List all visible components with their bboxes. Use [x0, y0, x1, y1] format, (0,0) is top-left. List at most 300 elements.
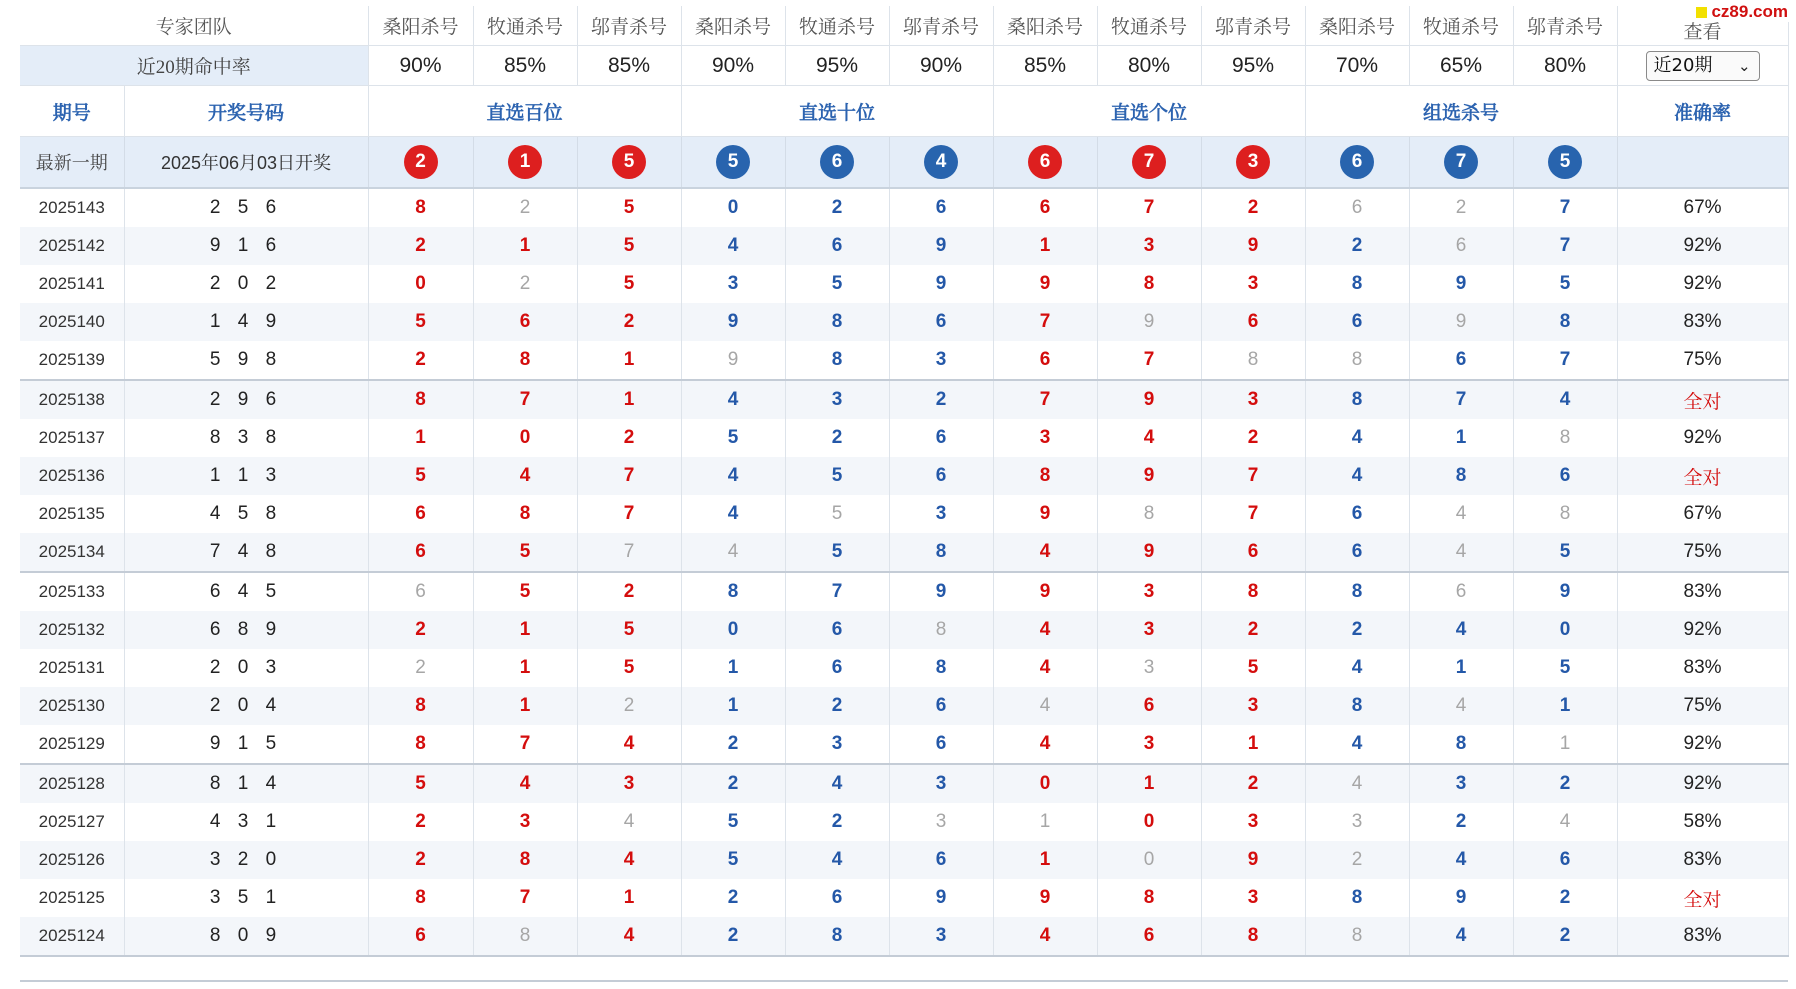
hit-rate: 65%	[1409, 46, 1513, 86]
kill-number: 6	[785, 879, 889, 917]
kill-number: 7	[577, 533, 681, 572]
kill-number: 4	[1305, 764, 1409, 803]
accuracy-value: 83%	[1617, 572, 1788, 611]
draw-numbers: 7 4 8	[124, 533, 368, 572]
kill-number: 4	[577, 917, 681, 956]
kill-number: 1	[473, 611, 577, 649]
kill-number: 2	[577, 687, 681, 725]
kill-number: 4	[681, 533, 785, 572]
kill-number: 8	[473, 341, 577, 380]
kill-number: 2	[473, 188, 577, 227]
kill-number: 0	[681, 611, 785, 649]
expert-name: 邬青杀号	[577, 6, 681, 46]
period-select-cell	[1617, 46, 1788, 86]
kill-number: 7	[1097, 188, 1201, 227]
kill-number: 8	[785, 917, 889, 956]
kill-number: 8	[1305, 572, 1409, 611]
kill-number: 5	[577, 265, 681, 303]
kill-number: 9	[681, 303, 785, 341]
draw-numbers: 3 5 1	[124, 879, 368, 917]
kill-number: 9	[993, 265, 1097, 303]
kill-number: 8	[368, 687, 473, 725]
accuracy-value: 全对	[1617, 879, 1788, 917]
kill-number: 2	[1305, 841, 1409, 879]
kill-number: 4	[993, 687, 1097, 725]
hit-rate: 70%	[1305, 46, 1409, 86]
kill-number: 5	[368, 764, 473, 803]
accuracy-value: 83%	[1617, 303, 1788, 341]
kill-number: 4	[1305, 649, 1409, 687]
draw-numbers: 3 2 0	[124, 841, 368, 879]
kill-number: 8	[889, 649, 993, 687]
draw-numbers: 6 4 5	[124, 572, 368, 611]
kill-number: 6	[1201, 533, 1305, 572]
kill-number: 4	[577, 803, 681, 841]
accuracy-value: 83%	[1617, 917, 1788, 956]
kill-number: 6	[993, 341, 1097, 380]
table-row	[20, 611, 1788, 649]
kill-number: 5	[1513, 265, 1617, 303]
kill-number: 3	[1201, 879, 1305, 917]
kill-number: 2	[368, 841, 473, 879]
kill-number: 6	[785, 611, 889, 649]
draw-numbers: 9 1 5	[124, 725, 368, 764]
expert-name: 牧通杀号	[1097, 6, 1201, 46]
table-row	[20, 380, 1788, 419]
hit-rate: 85%	[577, 46, 681, 86]
kill-number: 8	[473, 917, 577, 956]
issue-number: 2025140	[20, 303, 124, 341]
expert-name: 牧通杀号	[1409, 6, 1513, 46]
kill-number: 6	[1513, 841, 1617, 879]
kill-number: 6	[1305, 495, 1409, 533]
kill-number: 3	[1305, 803, 1409, 841]
kill-number: 9	[1097, 457, 1201, 495]
kill-number: 1	[1409, 649, 1513, 687]
table-row	[20, 917, 1788, 956]
kill-number: 2	[577, 419, 681, 457]
kill-number: 1	[681, 687, 785, 725]
hit-rate: 90%	[681, 46, 785, 86]
issue-number: 2025124	[20, 917, 124, 956]
latest-ball: 6	[820, 145, 854, 179]
kill-number: 3	[1097, 649, 1201, 687]
issue-number: 2025129	[20, 725, 124, 764]
kill-number: 5	[577, 227, 681, 265]
kill-number: 9	[889, 572, 993, 611]
issue-number: 2025138	[20, 380, 124, 419]
kill-number: 6	[368, 495, 473, 533]
kill-number: 2	[681, 917, 785, 956]
kill-number: 9	[1513, 572, 1617, 611]
kill-number: 6	[368, 572, 473, 611]
accuracy-value: 全对	[1617, 457, 1788, 495]
kill-number: 5	[368, 457, 473, 495]
issue-number: 2025139	[20, 341, 124, 380]
kill-number: 3	[993, 419, 1097, 457]
kill-number: 1	[1409, 419, 1513, 457]
draw-numbers: 8 3 8	[124, 419, 368, 457]
latest-ball: 6	[1028, 145, 1062, 179]
issue-header: 期号	[20, 86, 124, 137]
kill-number: 5	[368, 303, 473, 341]
latest-ball: 5	[612, 145, 646, 179]
kill-number: 4	[1409, 611, 1513, 649]
issue-number: 2025130	[20, 687, 124, 725]
draw-numbers: 4 3 1	[124, 803, 368, 841]
kill-number: 7	[785, 572, 889, 611]
kill-number: 2	[1201, 611, 1305, 649]
kill-number: 4	[577, 725, 681, 764]
kill-number: 4	[1409, 841, 1513, 879]
kill-number: 4	[681, 227, 785, 265]
kill-number: 7	[1513, 227, 1617, 265]
kill-number: 6	[889, 419, 993, 457]
kill-number: 6	[785, 227, 889, 265]
kill-number: 4	[1305, 725, 1409, 764]
table-row	[20, 265, 1788, 303]
kill-number: 9	[993, 572, 1097, 611]
expert-team-label: 专家团队	[20, 6, 368, 46]
issue-number: 2025128	[20, 764, 124, 803]
accuracy-value: 92%	[1617, 764, 1788, 803]
draw-numbers: 6 8 9	[124, 611, 368, 649]
table-row	[20, 879, 1788, 917]
kill-number: 6	[889, 188, 993, 227]
kill-number: 2	[1201, 419, 1305, 457]
kill-number: 1	[1513, 725, 1617, 764]
tens-header: 直选十位	[681, 86, 993, 137]
accuracy-value: 83%	[1617, 841, 1788, 879]
kill-number: 8	[785, 341, 889, 380]
hit-rate: 90%	[889, 46, 993, 86]
kill-number: 9	[1201, 227, 1305, 265]
kill-number: 6	[993, 188, 1097, 227]
kill-number: 2	[368, 611, 473, 649]
kill-number: 7	[473, 725, 577, 764]
table-row	[20, 457, 1788, 495]
expert-name: 牧通杀号	[785, 6, 889, 46]
column-header-row	[20, 86, 1788, 137]
kill-number: 9	[1409, 879, 1513, 917]
kill-number: 3	[889, 917, 993, 956]
kill-number: 9	[993, 495, 1097, 533]
accuracy-value: 92%	[1617, 265, 1788, 303]
kill-number: 8	[1305, 687, 1409, 725]
kill-number: 2	[1513, 879, 1617, 917]
kill-number: 8	[1305, 879, 1409, 917]
draw-numbers: 2 9 6	[124, 380, 368, 419]
table-row	[20, 764, 1788, 803]
issue-number: 2025141	[20, 265, 124, 303]
table-row	[20, 227, 1788, 265]
kill-number: 4	[1305, 419, 1409, 457]
kill-number: 7	[473, 879, 577, 917]
kill-number: 4	[993, 917, 1097, 956]
accuracy-value: 92%	[1617, 227, 1788, 265]
kill-number: 2	[1409, 803, 1513, 841]
kill-number: 9	[889, 879, 993, 917]
kill-number: 6	[785, 649, 889, 687]
kill-number: 0	[1097, 803, 1201, 841]
expert-name: 邬青杀号	[1201, 6, 1305, 46]
kill-number: 8	[889, 533, 993, 572]
table-row	[20, 341, 1788, 380]
kill-number: 6	[889, 725, 993, 764]
kill-number: 9	[1201, 841, 1305, 879]
kill-number: 8	[1305, 380, 1409, 419]
latest-ball: 5	[1548, 145, 1582, 179]
expert-name: 桑阳杀号	[993, 6, 1097, 46]
kill-number: 2	[368, 227, 473, 265]
table-row	[20, 803, 1788, 841]
kill-number: 8	[1201, 917, 1305, 956]
hit-rate: 95%	[1201, 46, 1305, 86]
kill-number: 1	[473, 687, 577, 725]
kill-number: 8	[1513, 419, 1617, 457]
draw-numbers: 2 0 3	[124, 649, 368, 687]
hit-rate: 85%	[473, 46, 577, 86]
draw-numbers: 2 0 4	[124, 687, 368, 725]
kill-number: 5	[681, 841, 785, 879]
hit-rate: 80%	[1513, 46, 1617, 86]
expert-name: 桑阳杀号	[1305, 6, 1409, 46]
latest-label: 最新一期	[20, 137, 124, 189]
kill-number: 6	[1097, 917, 1201, 956]
kill-number: 7	[1513, 341, 1617, 380]
issue-number: 2025135	[20, 495, 124, 533]
kill-number: 4	[681, 495, 785, 533]
kill-number: 1	[993, 803, 1097, 841]
kill-number: 2	[681, 764, 785, 803]
expert-name: 牧通杀号	[473, 6, 577, 46]
kill-number: 6	[368, 533, 473, 572]
kill-number: 2	[1201, 764, 1305, 803]
kill-number: 6	[1409, 572, 1513, 611]
kill-number: 9	[1409, 303, 1513, 341]
kill-number: 8	[1409, 725, 1513, 764]
kill-number: 6	[889, 303, 993, 341]
kill-number: 6	[889, 457, 993, 495]
kill-number: 9	[889, 265, 993, 303]
kill-number: 2	[681, 879, 785, 917]
kill-number: 6	[889, 841, 993, 879]
accuracy-value: 75%	[1617, 533, 1788, 572]
expert-name: 桑阳杀号	[681, 6, 785, 46]
issue-number: 2025132	[20, 611, 124, 649]
kill-number: 1	[993, 841, 1097, 879]
hit-rate: 90%	[368, 46, 473, 86]
kill-number: 5	[577, 649, 681, 687]
kill-number: 1	[473, 227, 577, 265]
expert-name: 邬青杀号	[889, 6, 993, 46]
kill-number: 6	[1305, 533, 1409, 572]
table-row	[20, 188, 1788, 227]
draw-header: 开奖号码	[124, 86, 368, 137]
expert-name: 桑阳杀号	[368, 6, 473, 46]
issue-number: 2025134	[20, 533, 124, 572]
draw-numbers: 8 0 9	[124, 917, 368, 956]
kill-number: 1	[577, 341, 681, 380]
kill-number: 4	[577, 841, 681, 879]
kill-number: 3	[889, 764, 993, 803]
kill-number: 7	[993, 380, 1097, 419]
accuracy-value: 75%	[1617, 687, 1788, 725]
issue-number: 2025126	[20, 841, 124, 879]
kill-number: 4	[785, 841, 889, 879]
kill-number: 1	[1097, 764, 1201, 803]
period-select[interactable]	[1646, 51, 1760, 81]
issue-number: 2025125	[20, 879, 124, 917]
kill-number: 1	[577, 380, 681, 419]
kill-number: 3	[1201, 687, 1305, 725]
kill-number: 6	[1201, 303, 1305, 341]
kill-number: 3	[681, 265, 785, 303]
kill-number: 3	[1201, 803, 1305, 841]
accuracy-value: 67%	[1617, 188, 1788, 227]
kill-number: 4	[993, 533, 1097, 572]
kill-number: 2	[785, 803, 889, 841]
logo-text: cz89.com	[1711, 2, 1788, 21]
view-label: 查看	[1617, 6, 1788, 46]
kill-number: 8	[1201, 572, 1305, 611]
kill-number: 3	[1097, 611, 1201, 649]
kill-number: 9	[681, 341, 785, 380]
kill-number: 5	[473, 572, 577, 611]
hit-rate: 85%	[993, 46, 1097, 86]
kill-number: 8	[889, 611, 993, 649]
expert-team-row	[20, 6, 1788, 46]
latest-date: 2025年06月03日开奖	[124, 137, 368, 189]
accuracy-value: 92%	[1617, 419, 1788, 457]
kill-number: 2	[785, 419, 889, 457]
kill-number: 7	[1409, 380, 1513, 419]
draw-numbers: 1 4 9	[124, 303, 368, 341]
issue-number: 2025127	[20, 803, 124, 841]
kill-number: 9	[993, 879, 1097, 917]
kill-number: 7	[473, 380, 577, 419]
kill-number: 4	[993, 725, 1097, 764]
kill-number: 4	[993, 611, 1097, 649]
kill-number: 4	[681, 380, 785, 419]
kill-number: 8	[681, 572, 785, 611]
kill-number: 5	[473, 533, 577, 572]
logo-square-icon	[1696, 7, 1707, 18]
draw-numbers: 2 5 6	[124, 188, 368, 227]
site-logo[interactable]	[1693, 2, 1792, 22]
kill-number: 2	[368, 803, 473, 841]
kill-number: 2	[681, 725, 785, 764]
kill-number: 4	[1409, 533, 1513, 572]
kill-number: 0	[1513, 611, 1617, 649]
kill-number: 2	[368, 341, 473, 380]
kill-number: 0	[993, 764, 1097, 803]
kill-number: 8	[993, 457, 1097, 495]
kill-number: 4	[473, 457, 577, 495]
issue-number: 2025142	[20, 227, 124, 265]
latest-ball: 1	[508, 145, 542, 179]
issue-number: 2025136	[20, 457, 124, 495]
kill-number: 2	[368, 649, 473, 687]
table-row	[20, 572, 1788, 611]
kill-number: 0	[473, 419, 577, 457]
kill-number: 8	[785, 303, 889, 341]
kill-number: 2	[1201, 188, 1305, 227]
hit-rate: 80%	[1097, 46, 1201, 86]
kill-number: 3	[785, 380, 889, 419]
kill-number: 1	[1513, 687, 1617, 725]
kill-number: 2	[785, 687, 889, 725]
kill-number: 3	[1097, 725, 1201, 764]
issue-number: 2025133	[20, 572, 124, 611]
latest-accuracy-empty	[1617, 137, 1788, 189]
kill-number: 2	[785, 188, 889, 227]
kill-number: 8	[1513, 303, 1617, 341]
table-row	[20, 419, 1788, 457]
kill-number: 3	[1097, 572, 1201, 611]
kill-number: 0	[1097, 841, 1201, 879]
kill-number: 1	[1201, 725, 1305, 764]
kill-number: 5	[1513, 533, 1617, 572]
table-row	[20, 649, 1788, 687]
kill-number: 5	[1201, 649, 1305, 687]
table-bottom-border	[20, 980, 1788, 982]
kill-number: 8	[1409, 457, 1513, 495]
kill-number: 4	[1097, 419, 1201, 457]
kill-number: 7	[577, 495, 681, 533]
draw-numbers: 1 1 3	[124, 457, 368, 495]
kill-number: 6	[1409, 227, 1513, 265]
hit-rate: 95%	[785, 46, 889, 86]
issue-number: 2025131	[20, 649, 124, 687]
kill-number: 8	[1305, 917, 1409, 956]
issue-number: 2025143	[20, 188, 124, 227]
kill-number: 5	[681, 803, 785, 841]
table-row	[20, 687, 1788, 725]
kill-number: 8	[368, 725, 473, 764]
latest-ball: 4	[924, 145, 958, 179]
kill-number: 7	[1201, 495, 1305, 533]
kill-number: 2	[473, 265, 577, 303]
kill-number: 8	[1305, 265, 1409, 303]
kill-number: 5	[681, 419, 785, 457]
kill-number: 8	[368, 380, 473, 419]
kill-number: 3	[1409, 764, 1513, 803]
kill-number: 4	[1409, 687, 1513, 725]
kill-number: 3	[1201, 265, 1305, 303]
kill-number: 8	[368, 879, 473, 917]
latest-ball: 3	[1236, 145, 1270, 179]
units-header: 直选个位	[993, 86, 1305, 137]
kill-number: 9	[1409, 265, 1513, 303]
kill-number: 7	[1097, 341, 1201, 380]
latest-ball: 7	[1132, 145, 1166, 179]
kill-number: 6	[473, 303, 577, 341]
kill-number: 5	[785, 457, 889, 495]
kill-number: 2	[889, 380, 993, 419]
kill-number: 2	[577, 303, 681, 341]
kill-number-table	[20, 6, 1789, 957]
kill-number: 8	[1513, 495, 1617, 533]
kill-number: 8	[1305, 341, 1409, 380]
issue-number: 2025137	[20, 419, 124, 457]
kill-number: 6	[1097, 687, 1201, 725]
accuracy-value: 67%	[1617, 495, 1788, 533]
kill-number-table-container	[20, 6, 1788, 957]
accuracy-value: 58%	[1617, 803, 1788, 841]
kill-number: 4	[1513, 380, 1617, 419]
table-row	[20, 725, 1788, 764]
